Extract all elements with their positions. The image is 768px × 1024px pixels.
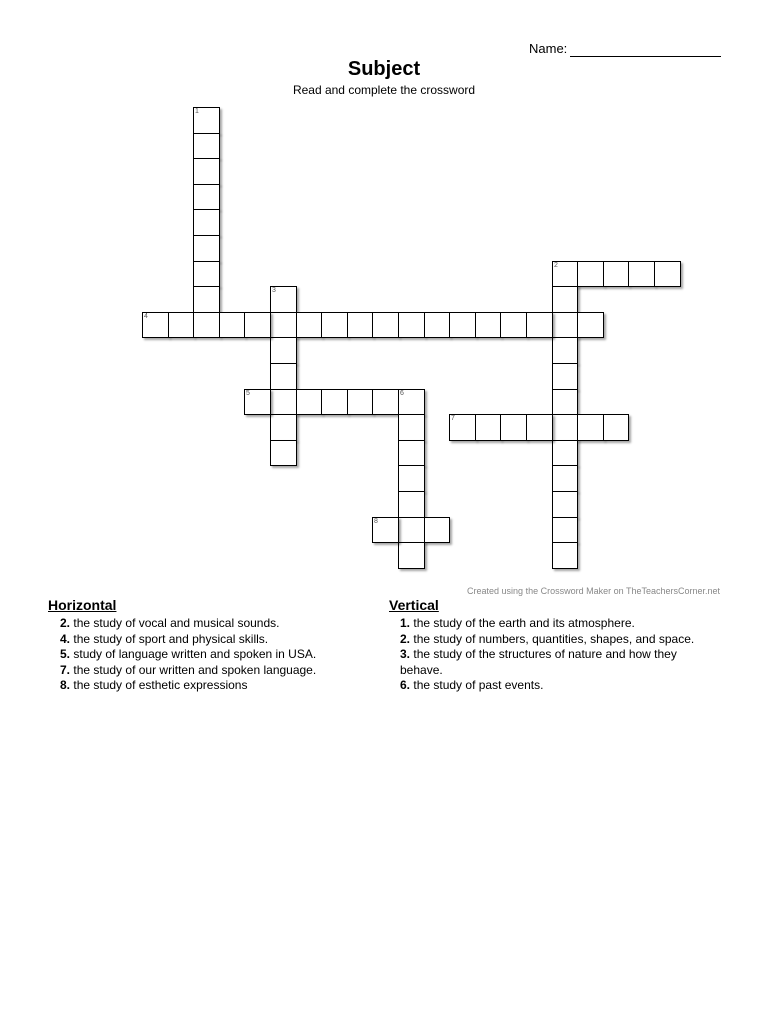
clue-item — [60, 616, 370, 632]
crossword-cell[interactable] — [296, 389, 322, 415]
crossword-cell[interactable] — [398, 465, 425, 492]
clue-text: the study of the structures of nature and how they behave. — [400, 647, 677, 677]
clue-number-label: 5 — [246, 390, 250, 397]
page-title: Subject — [347, 58, 421, 80]
crossword-cell[interactable] — [270, 389, 297, 415]
clue-number-label: 2 — [554, 262, 558, 269]
crossword-cell[interactable] — [603, 261, 629, 287]
crossword-cell[interactable] — [552, 363, 578, 390]
page-subtitle: Read and complete the crossword — [292, 83, 476, 97]
crossword-cell[interactable] — [552, 491, 578, 518]
crossword-cell[interactable] — [398, 312, 425, 338]
crossword-cell[interactable] — [552, 517, 578, 543]
crossword-cell[interactable] — [577, 414, 604, 441]
crossword-cell[interactable] — [270, 337, 297, 364]
crossword-cell[interactable] — [577, 312, 604, 338]
clue-number: 5. — [60, 647, 71, 661]
clue-item — [60, 678, 370, 694]
crossword-cell[interactable] — [347, 312, 373, 338]
clue-number: 1. — [400, 616, 411, 630]
clue-text: study of language written and spoken in USA. — [73, 647, 317, 661]
clue-number: 6. — [400, 678, 411, 692]
clue-item — [60, 632, 370, 648]
crossword-cell[interactable] — [168, 312, 194, 338]
crossword-cell[interactable] — [424, 517, 450, 543]
clue-number-label: 8 — [374, 518, 378, 525]
crossword-cell[interactable] — [552, 286, 578, 313]
clue-item — [389, 678, 719, 694]
crossword-cell[interactable] — [321, 312, 348, 338]
crossword-cell[interactable] — [577, 261, 604, 287]
crossword-cell[interactable] — [654, 261, 681, 287]
crossword-cell[interactable] — [270, 312, 297, 338]
crossword-cell[interactable] — [500, 414, 527, 441]
crossword-cell[interactable] — [372, 517, 399, 543]
crossword-cell[interactable] — [270, 363, 297, 390]
crossword-cell[interactable] — [219, 312, 245, 338]
crossword-cell[interactable] — [552, 261, 578, 287]
crossword-cell[interactable] — [552, 337, 578, 364]
crossword-cell[interactable] — [398, 414, 425, 441]
crossword-cell[interactable] — [628, 261, 655, 287]
vertical-clue-list — [389, 616, 719, 694]
crossword-cell[interactable] — [449, 312, 476, 338]
crossword-cell[interactable] — [193, 184, 220, 210]
crossword-cell[interactable] — [244, 389, 271, 415]
crossword-cell[interactable] — [372, 389, 399, 415]
clue-number: 8. — [60, 678, 71, 692]
crossword-cell[interactable] — [193, 133, 220, 159]
clue-number-label: 4 — [144, 313, 148, 320]
clue-text: the study of esthetic expressions — [73, 678, 248, 692]
crossword-cell[interactable] — [526, 414, 553, 441]
clue-item — [60, 647, 370, 663]
crossword-cell[interactable] — [193, 107, 220, 134]
clue-number-label: 3 — [272, 287, 276, 294]
crossword-cell[interactable] — [193, 209, 220, 236]
clue-number-label: 1 — [195, 108, 199, 115]
crossword-cell[interactable] — [552, 542, 578, 569]
credit-text: Created using the Crossword Maker on TheTeachersCorner.net — [467, 586, 720, 596]
crossword-cell[interactable] — [552, 312, 578, 338]
crossword-cell[interactable] — [552, 465, 578, 492]
clue-item — [389, 632, 719, 648]
clue-text: the study of numbers, quantities, shapes, and space. — [413, 631, 695, 646]
clue-number-label: 7 — [451, 415, 455, 422]
crossword-cell[interactable] — [475, 414, 501, 441]
crossword-cell[interactable] — [526, 312, 553, 338]
crossword-cell[interactable] — [193, 312, 220, 338]
clue-text: the study of vocal and musical sounds. — [73, 616, 280, 630]
horizontal-clue-list — [60, 616, 370, 694]
crossword-cell[interactable] — [193, 286, 220, 313]
crossword-cell[interactable] — [193, 261, 220, 287]
crossword-cell[interactable] — [552, 389, 578, 415]
crossword-cell[interactable] — [193, 235, 220, 262]
crossword-cell[interactable] — [398, 440, 425, 466]
name-label: Name: — [529, 41, 568, 56]
clue-item — [389, 647, 719, 678]
horizontal-heading: Horizontal — [48, 597, 117, 613]
clue-text: the study of sport and physical skills. — [73, 631, 269, 646]
crossword-cell[interactable] — [424, 312, 450, 338]
crossword-cell[interactable] — [321, 389, 348, 415]
crossword-cell[interactable] — [270, 414, 297, 441]
crossword-cell[interactable] — [475, 312, 501, 338]
clue-text: the study of past events. — [413, 678, 544, 692]
crossword-cell[interactable] — [193, 158, 220, 185]
vertical-heading: Vertical — [389, 597, 439, 613]
clue-text: the study of the earth and its atmosphere. — [413, 616, 635, 630]
crossword-cell[interactable] — [372, 312, 399, 338]
crossword-cell[interactable] — [398, 491, 425, 518]
clue-number: 7. — [60, 662, 71, 677]
crossword-cell[interactable] — [244, 312, 271, 338]
crossword-cell[interactable] — [398, 542, 425, 569]
clue-number-label: 6 — [400, 390, 404, 397]
crossword-cell[interactable] — [398, 389, 425, 415]
clue-number: 3. — [400, 647, 411, 661]
crossword-cell[interactable] — [552, 414, 578, 441]
crossword-cell[interactable] — [270, 286, 297, 313]
crossword-cell[interactable] — [270, 440, 297, 466]
clue-number: 4. — [60, 631, 71, 646]
crossword-cell[interactable] — [603, 414, 629, 441]
clue-item — [60, 663, 370, 679]
clue-text: the study of our written and spoken language. — [73, 662, 317, 677]
crossword-cell[interactable] — [398, 517, 425, 543]
crossword-cell[interactable] — [500, 312, 527, 338]
crossword-cell[interactable] — [296, 312, 322, 338]
crossword-cell[interactable] — [552, 440, 578, 466]
crossword-cell[interactable] — [449, 414, 476, 441]
clue-number: 2. — [400, 631, 411, 646]
crossword-cell[interactable] — [142, 312, 169, 338]
clue-number: 2. — [60, 616, 71, 630]
clue-item — [389, 616, 719, 632]
crossword-cell[interactable] — [347, 389, 373, 415]
